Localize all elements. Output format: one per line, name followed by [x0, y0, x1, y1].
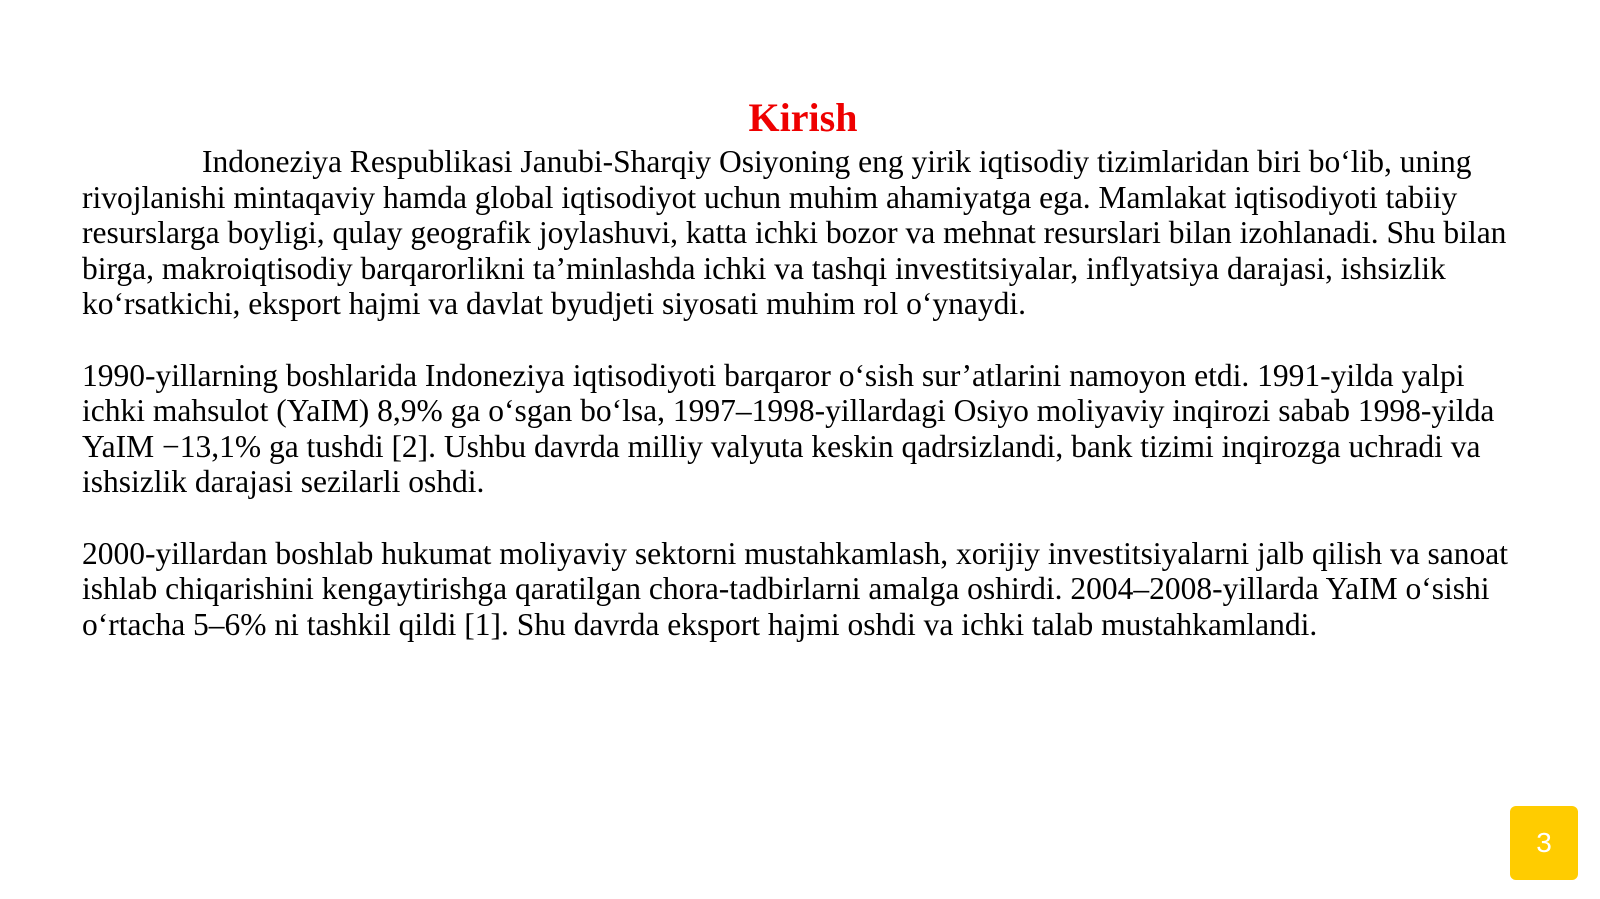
page-number-badge: 3 — [1510, 806, 1578, 880]
slide-body — [82, 144, 1512, 642]
paragraph-intro: Indoneziya Respublikasi Janubi-Sharqiy Osiyoning eng yirik iqtisodiy tizimlaridan biri bo‘lib, uning rivojlanishi mintaqaviy hamda global iqtisodiyot uchun muhim ahamiyatga ega. Mamlakat iqtisodiyoti tabiiy resurslarga boyligi, qulay geografik joylashuvi, katta ichki bozor va mehnat resurslari bilan izohlanadi. Shu bilan birga, makroiqtisodiy barqarorlikni ta’minlashda ichki va tashqi investitsiyalar, inflyatsiya darajasi, ishsizlik ko‘rsatkichi, eksport hajmi va davlat byudjeti siyosati muhim rol o‘ynaydi. — [82, 144, 1507, 322]
slide-title: Kirish — [748, 95, 858, 140]
paragraph-2000s: 2000-yillardan boshlab hukumat moliyaviy sektorni mustahkamlash, xorijiy investitsiyalarni jalb qilish va sanoat ishlab chiqarishini kengaytirishga qaratilgan chora-tadbirlarni amalga oshirdi. 2004–2008-yillarda YaIM o‘sishi o‘rtacha 5–6% ni tashkil qildi [1]. Shu davrda eksport hajmi oshdi va ichki talab mustahkamlandi. — [82, 535, 1509, 642]
paragraph-1990s: 1990-yillarning boshlarida Indoneziya iqtisodiyoti barqaror o‘sish sur’atlarini namoyon etdi. 1991-yilda yalpi ichki mahsulot (YaIM) 8,9% ga o‘sgan bo‘lsa, 1997–1998-yillardagi Osiyo moliyaviy inqirozi sabab 1998-yilda YaIM −13,1% ga tushdi [2]. Ushbu davrda milliy valyuta keskin qadrsizlandi, bank tizimi inqirozga uchradi va ishsizlik darajasi sezilarli oshdi. — [82, 357, 1495, 500]
